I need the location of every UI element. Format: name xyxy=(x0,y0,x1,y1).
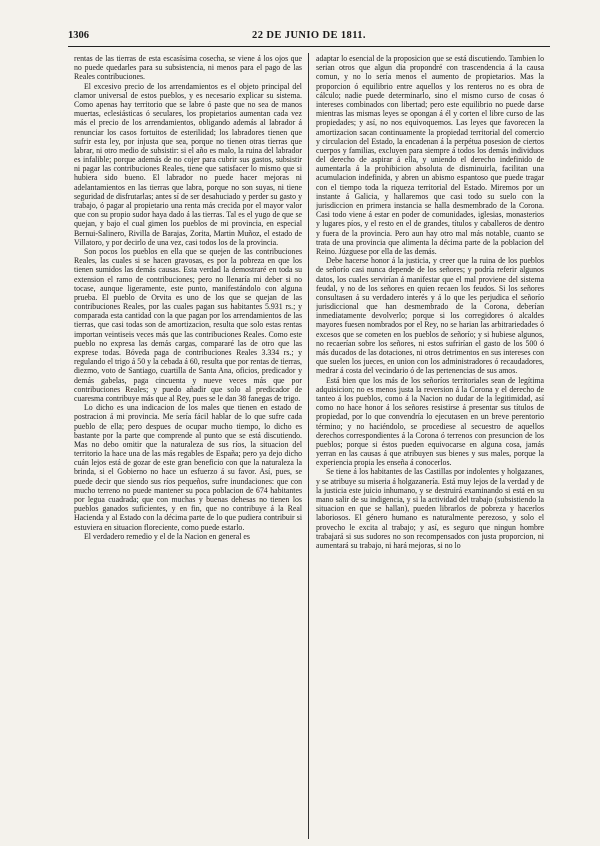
column-divider xyxy=(308,53,309,839)
paragraph: El excesivo precio de los arrendamientos es el objeto principal del clamor universal de estos pueblos, y es necesario explicar su sistema. Como apenas hay territorio que se labre ó paste que no sea de manos muertas, eclesiásticas ó seculares, los propietarios aumentan cada vez más el precio de los arrendamientos, obligando además al labrador á renunciar los casos fortuitos de esterilidad; los labradores tienen que sufrir esta ley, por injusta que sea, porque no tienen otras tierras que labrar, ni otro medio de subsistir: si el año es malo, la ruina del labrador es infalible; porque además de no cojer para cubrir sus gastos, subsistir ni pagar las contribuciones Reales, tiene que satisfacer lo mismo que si hubiera sido bueno. El labrador no puede hacer mejoras ni adelantamientos en las tierras que labra, porque no son suyas, ni tiene seguridad de disfrutarlas; antes sí de ser desahuciado y perder su gasto y trabajo, ó pagar al propietario una renta más crecida por el mayor valor que con su propio sudor haya dado á las tierras. Tal es el yugo de que se quejan, y bajo el cual gimen los pueblos de mi provincia, en especial Bernui-Salinero, Rivilla de Barajas, Zorita, Martin Muñoz, el estado de Villatoro, y por decirlo de una vez, casi todos los de la provincia. xyxy=(74,81,302,247)
paragraph: El verdadero remedio y el de la Nacion en general es xyxy=(84,531,250,541)
paragraph: rentas de las tierras de esta escasísima cosecha, se viene á los ojos que no puede quedarles para su subsistencia, ni menos para el pago de las Reales contribuciones. xyxy=(74,54,302,82)
left-column xyxy=(74,54,302,840)
paragraph: adaptar lo esencial de la proposicion que se está discutiendo. Tambien lo serian otros que algun dia propondré con trascendencia á la causa comun, y no lo sería menos el aumento de propietarios. Mas la proporcion ó equilibrio entre aquellos y los renteros no es obra de cálculo; nadie puede determinarlo, sino el mismo curso de cosas ó intereses combinados con libertad; pero este equilibrio no puede darse mientras las mismas leyes se opongan á él y corten el libre curso de las propiedades; y así, no nos equivoquemos. Las leyes que favorecen la amortizacion sacan continuamente la propiedad territorial del comercio y circulacion del Estado, la encadenan á la perpétua posesion de ciertos cuerpos y familias, excluyen para siempre á todos los demás individuos del derecho de aspirar á ella, y uniendo el derecho indefinido de aumentarla á la prohibicion absoluta de disminuirla, facilitan una acumulacion indefinida, y abren un abismo espantoso que puede tragar con el tiempo toda la riqueza territorial del Estado. Miremos por un instante á Galicia, y hallaremos que casi todo su suelo con la jurisdiccion en primera instancia se halla desmembrado de la Corona. Casi todo viene á estar en poder de comunidades, iglesias, monasterios y lugares píos, y el resto en el de grandes, títulos y caballeros de dentro y fuera de la provincia. Pero aun hay otro mal más notable, cuanto se trata de una provincia que alimenta la décima parte de la poblacion del Reino. Júzguese por ella de las demás. xyxy=(316,54,544,256)
right-column xyxy=(316,54,544,840)
header-rule xyxy=(68,46,550,47)
running-date: 22 DE JUNIO DE 1811. xyxy=(252,30,366,41)
page-header xyxy=(68,30,550,44)
paragraph: Debe hacerse honor á la justicia, y creer que la ruina de los pueblos de señorío casi nunca depende de los señores; y podría referir algunos datos, los cuales servirían á manifestar que el mal proviene del sistema feudal, y no de los señores en quien recaen los feudos. Si los señores consultasen á su verdadero interés y á lo que les perjudica el señorío jurisdiccional que han desmembrado de la Corona, deberían inmediatamente devolverlo; porque si los corregidores ó alcaldes mayores fuesen nombrados por el Rey, no se harian las arbitrariedades ó excesos que se cometen en los pueblos de señorío; y si hubiese algunos, no recaerían sobre los señores, ni estos sufrirían el gasto de los 500 ó más ducados de las dotaciones, ni otros detrimentos en sus intereses con que suelen los jueces, en union con los administradores ó recaudadores, medrar á costa del vecindario ó de las pertenencias de sus amos. xyxy=(316,256,544,376)
paragraph: Lo dicho es una indicacion de los males que tienen en estado de postracion á mi provincia. Me sería fácil hablar de lo que sufre cada pueblo de ella; pero despues de ocupar mucho tiempo, lo dicho es bastante por la parte que comprende al punto que se está discutiendo. Mas no debo omitir que la naturaleza de sus ríos, la situacion del territorio la hace una de las más regables de España; pero ya dejo dicho cuán lejos está de gozar de este gran beneficio con que la naturaleza la brinda, si el Gobierno no hace un esfuerzo á su favor. Así, pues, se puede decir que siendo sus ríos pequeños, sufre inundaciones: que con mucho terreno no puede mantener su poca poblacion de 674 habitantes por legua cuadrada; que con muchas y buenas dehesas no tienen los pueblos ganados suficientes, y en fin, que no contribuye á la Real Hacienda y al Estado con la décima parte de lo que pudiera contribuir si estuviera en situacion floreciente, como puede estarlo. xyxy=(74,403,302,532)
paragraph: Se tiene á los habitantes de las Castillas por indolentes y holgazanes, y se atribuye su miseria á holgazanería. Está muy lejos de la verdad y de la justicia este juicio inhumano, y se destruirá examinando si está en su mano salir de su indigencia, y si la actividad del trabajo (subsistiendo la situacion en que se hallan), pueden librarlos de pobreza y hacerlos laboriosos. El género humano es naturalmente perezoso, y solo el provecho le excita al trabajo; y así, es seguro que ningun hombre trabajará si sus sudores no son recompensados con justa proporcion, ni aumentará su trabajo, ni hará mejoras, si no lo xyxy=(316,467,544,550)
paragraph: Son pocos los pueblos en ella que se quejen de las contribuciones Reales, las cuales si se hacen gravosas, es por la pobreza en que los tienen sumidos las demás causas. Esta verdad la demostraré en toda su extension el ramo de contribuciones; pero no llenaría mi deber si no tocase, aunque ligeramente, este punto, manifestándolo con alguna prueba. El pueblo de Orvita es uno de los que se quejan de las contribuciones Reales, por las cuales pagan sus habitantes 5.931 rs.; y comparada esta cantidad con la que pagan por los arrendamientos de las tierras, que casi todas son de amortizacion, resulta que solo estas rentas importan veintiseis veces más que las contribuciones Reales. Como este pueblo no expresa las demás cargas, compararé las de otro que las exprese todas. Bóveda paga de contribuciones Reales 3.334 rs.; y regulando el trigo á 50 y la cebada á 60, resulta que por rentas de tierras, diezmo, voto de Santiago, cuartilla de Santa Ana, oficios, predicador y demás gabelas, paga cincuenta y nueve veces más que por contribuciones Reales; y puedo añadir que solo al predicador de cuaresma contribuye más que al Rey, pues se le dan 38 fanegas de trigo. xyxy=(74,246,302,403)
page-number: 1306 xyxy=(68,30,89,41)
paragraph: Está bien que los más de los señoríos territoriales sean de legítima adquisicion; no es menos justa la reversion á la Corona y el derecho de tanteo á los pueblos, como á la Nacion no dudar de la legitimidad, así como no hace honor á los señores resistirse á presentar sus títulos de propiedad, por lo que convendría lo ejecutasen en un breve perentorio término; y no haciéndolo, se procediese al secuestro de aquellos derechos correspondientes á la Corona ó terrenos con presuncion de los pueblos; porque si éstos pueden equivocarse en alguna cosa, jamás yerran en las causas á que atribuyen sus bienes y sus males, porque la experiencia propia les enseña á conocerlos. xyxy=(316,375,544,468)
